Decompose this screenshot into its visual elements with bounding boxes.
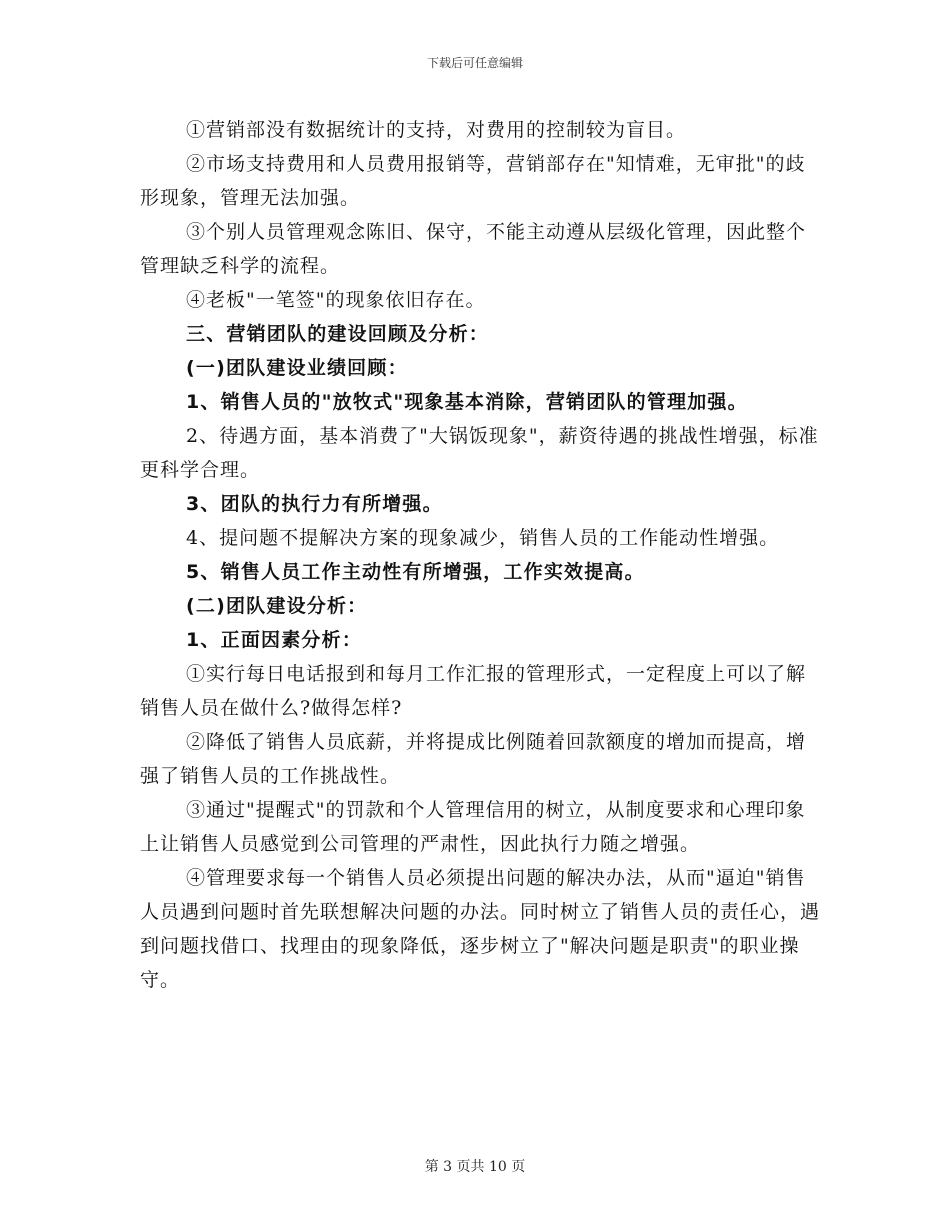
subsection-heading-2: (二)团队建设分析：	[186, 595, 368, 617]
review-item-2: 2、待遇方面，基本消费了"大锅饭现象"，薪资待遇的挑战性增强，标准更科学合理。	[140, 425, 819, 481]
review-item-4: 4、提问题不提解决方案的现象减少，销售人员的工作能动性增强。	[186, 527, 780, 549]
paragraph-2: ②市场支持费用和人员费用报销等，营销部存在"知情难，无审批"的歧形现象，管理无法加强。	[140, 153, 806, 209]
review-item-3: 3、团队的执行力有所增强。	[186, 493, 443, 515]
page-number: 第 3 页共 10 页	[424, 1159, 526, 1175]
analysis-item-2: ②降低了销售人员底薪，并将提成比例随着回款额度的增加而提高，增强了销售人员的工作挑战性。	[140, 731, 807, 787]
analysis-heading-positive: 1、正面因素分析：	[186, 629, 363, 651]
analysis-item-3: ③通过"提醒式"的罚款和个人管理信用的树立，从制度要求和心理印象上让销售人员感觉到公司管理的严肃性，因此执行力随之增强。	[140, 799, 806, 855]
review-item-1: 1、销售人员的"放牧式"现象基本消除，营销团队的管理加强。	[186, 391, 748, 413]
section-heading-3: 三、营销团队的建设回顾及分析：	[186, 323, 490, 345]
analysis-item-1: ①实行每日电话报到和每月工作汇报的管理形式，一定程度上可以了解销售人员在做什么?做得怎样?	[140, 663, 807, 719]
paragraph-4: ④老板"一笔签"的现象依旧存在。	[186, 289, 486, 311]
page-header-note: 下载后可任意编辑	[426, 56, 523, 70]
paragraph-1: ①营销部没有数据统计的支持，对费用的控制较为盲目。	[186, 119, 687, 141]
document-body	[140, 113, 824, 997]
review-item-5: 5、销售人员工作主动性有所增强，工作实效提高。	[186, 561, 645, 583]
analysis-item-4: ④管理要求每一个销售人员必须提出问题的解决办法，从而"逼迫"销售人员遇到问题时首先联想解决问题的办法。同时树立了销售人员的责任心，遇到问题找借口、找理由的现象降低，逐步树立了"解决问题是职责"的职业操守。	[140, 867, 821, 991]
subsection-heading-1: (一)团队建设业绩回顾：	[186, 357, 408, 379]
paragraph-3: ③个别人员管理观念陈旧、保守，不能主动遵从层级化管理，因此整个管理缺乏科学的流程。	[140, 221, 807, 277]
